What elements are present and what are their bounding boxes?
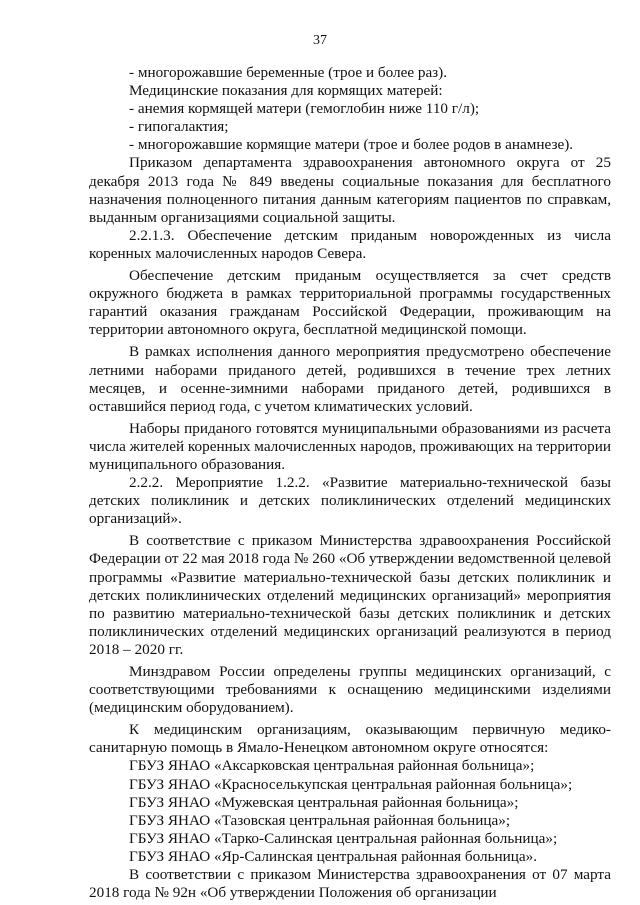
list-item: ГБУЗ ЯНАО «Красноселькупская центральная районная больница»;	[129, 775, 573, 793]
paragraph: 2.2.2. Мероприятие 1.2.2. «Развитие материально-технической базы детских поликлиник и детских поликлинических отделений медицинских организаций».	[89, 474, 611, 528]
paragraph: 2.2.1.3. Обеспечение детским приданым новорожденных из числа коренных малочисленных народов Севера.	[89, 226, 611, 262]
page-number: 37	[313, 33, 327, 48]
paragraph: К медицинским организациям, оказывающим первичную медико-санитарную помощь в Ямало-Ненецком автономном округе относятся:	[89, 721, 611, 757]
paragraph: Приказом департамента здравоохранения автономного округа от 25 декабря 2013 года № 849 введены социальные показания для бесплатного назначения полноценного питания данным категориям пациентов по справкам, выданным организациями социальной защиты.	[89, 154, 611, 226]
list-item: ГБУЗ ЯНАО «Тазовская центральная районная больница»;	[129, 811, 511, 829]
paragraph: Медицинские показания для кормящих матерей:	[129, 82, 443, 100]
paragraph: - многорожавшие кормящие матери (трое и более родов в анамнезе).	[129, 136, 574, 154]
paragraph: Наборы приданого готовятся муниципальными образованиями из расчета числа жителей коренных малочисленных народов, проживающих на территории муниципального образования.	[89, 419, 611, 473]
paragraph: В соответствие с приказом Министерства здравоохранения Российской Федерации от 22 мая 2018 года № 260 «Об утверждении ведомственной целевой программы «Развитие материально-технической базы детских поликлиник и детских поликлинических отделений медицинских организаций» мероприятия по развитию материально-технической базы детских поликлиник и детских поликлинических отделений медицинских организаций реализуются в период 2018 – 2020 гг.	[89, 532, 611, 658]
paragraph: - гипогалактия;	[129, 118, 229, 136]
paragraph: В соответствии с приказом Министерства здравоохранения от 07 марта 2018 года № 92н «Об утверждении Положения об организации	[89, 866, 611, 902]
list-item: ГБУЗ ЯНАО «Яр-Салинская центральная районная больница».	[129, 847, 538, 865]
paragraph: В рамках исполнения данного мероприятия предусмотрено обеспечение летними наборами приданого детей, родившихся в течение трех летних месяцев, и осенне-зимними наборами приданого детей, родившихся в оставшийся период года, с учетом климатических условий.	[89, 343, 611, 415]
list-item: ГБУЗ ЯНАО «Мужевская центральная районная больница»;	[129, 793, 519, 811]
paragraph: - анемия кормящей матери (гемоглобин ниже 110 г/л);	[129, 100, 480, 118]
list-item: ГБУЗ ЯНАО «Аксарковская центральная районная больница»;	[129, 757, 535, 775]
paragraph: Минздравом России определены группы медицинских организаций, с соответствующими требованиями к оснащению медицинскими изделиями (медицинским оборудованием).	[89, 663, 611, 717]
paragraph: - многорожавшие беременные (трое и более раз).	[129, 64, 448, 81]
body-text	[89, 64, 611, 902]
paragraph: Обеспечение детским приданым осуществляется за счет средств окружного бюджета в рамках территориальной программы государственных гарантий оказания гражданам Российской Федерации, проживающим на территории автономного округа, бесплатной медицинской помощи.	[89, 267, 611, 339]
list-item: ГБУЗ ЯНАО «Тарко-Салинская центральная районная больница»;	[129, 829, 558, 847]
